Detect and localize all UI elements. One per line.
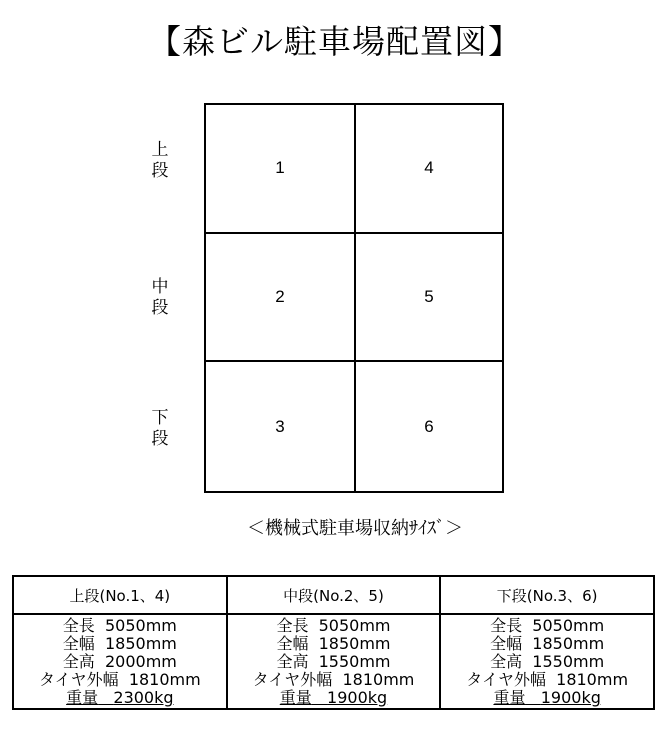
parking-slot-4: 4 — [356, 105, 502, 234]
spec-value: 1900kg — [327, 688, 388, 707]
spec-label: 全高 — [490, 652, 523, 671]
table-header-row — [13, 576, 654, 614]
tier-char: 下 — [151, 408, 169, 428]
width-spec — [228, 635, 440, 653]
spec-label: 全幅 — [490, 634, 523, 653]
height-spec — [228, 653, 440, 671]
parking-slot-3: 3 — [206, 362, 356, 491]
header-middle: 中段(No.2、5) — [227, 576, 441, 614]
tire-width-spec — [14, 671, 226, 689]
spec-label: 全幅 — [62, 634, 95, 653]
tier-char: 段 — [151, 298, 169, 318]
length-spec — [14, 617, 226, 635]
spec-value: 1850mm — [318, 634, 391, 653]
width-spec — [14, 635, 226, 653]
tier-char: 中 — [151, 277, 169, 297]
spec-value: 2000mm — [104, 652, 177, 671]
tire-width-spec — [228, 671, 440, 689]
tier-char: 段 — [151, 161, 169, 181]
weight-spec — [228, 689, 440, 707]
weight-spec — [441, 689, 653, 707]
weight-spec — [14, 689, 226, 707]
spec-value: 1900kg — [540, 688, 601, 707]
spec-label: 全高 — [62, 652, 95, 671]
spec-label: 全幅 — [276, 634, 309, 653]
spec-value: 1810mm — [342, 670, 415, 689]
header-upper: 上段(No.1、4) — [13, 576, 227, 614]
tier-char: 段 — [151, 429, 169, 449]
spec-value: 1850mm — [104, 634, 177, 653]
parking-layout-grid — [204, 103, 504, 493]
length-spec — [228, 617, 440, 635]
height-spec — [14, 653, 226, 671]
spec-value: 1550mm — [532, 652, 605, 671]
tier-char: 上 — [151, 140, 169, 160]
spec-label: 重量 — [66, 688, 99, 707]
parking-slot-1: 1 — [206, 105, 356, 234]
page-title: 【森ビル駐車場配置図】 — [148, 22, 522, 61]
spec-value: 5050mm — [532, 616, 605, 635]
parking-slot-6: 6 — [424, 416, 434, 436]
parking-slot-5: 5 — [356, 234, 502, 363]
spec-value: 1810mm — [556, 670, 629, 689]
table-row — [13, 614, 654, 709]
spec-label: 全高 — [276, 652, 309, 671]
tire-width-spec — [441, 671, 653, 689]
size-subtitle: ＜機械式駐車場収納ｻｲｽﾞ＞ — [247, 518, 463, 539]
spec-value: 5050mm — [318, 616, 391, 635]
spec-value: 5050mm — [104, 616, 177, 635]
spec-label: 重量 — [279, 688, 312, 707]
spec-value: 1550mm — [318, 652, 391, 671]
spec-label: 全長 — [276, 616, 309, 635]
parking-slot-2: 2 — [206, 234, 356, 363]
spec-label: 全長 — [62, 616, 95, 635]
spec-cell-lower — [440, 614, 654, 709]
height-spec — [441, 653, 653, 671]
spec-cell-middle — [227, 614, 441, 709]
tier-label-lower — [146, 408, 174, 450]
width-spec — [441, 635, 653, 653]
spec-label: 全長 — [490, 616, 523, 635]
spec-label: タイヤ外幅 — [252, 670, 333, 689]
spec-value: 1850mm — [532, 634, 605, 653]
spec-label: タイヤ外幅 — [466, 670, 546, 689]
spec-label: 重量 — [493, 688, 526, 707]
tier-label-middle — [146, 277, 174, 319]
spec-cell-upper — [13, 614, 227, 709]
tier-label-upper — [146, 140, 174, 182]
spec-label: タイヤ外幅 — [38, 670, 119, 689]
length-spec — [441, 617, 653, 635]
spec-value: 1810mm — [128, 670, 201, 689]
header-lower: 下段(No.3、6) — [440, 576, 654, 614]
storage-size-table — [12, 575, 655, 710]
spec-value: 2300kg — [113, 688, 174, 707]
